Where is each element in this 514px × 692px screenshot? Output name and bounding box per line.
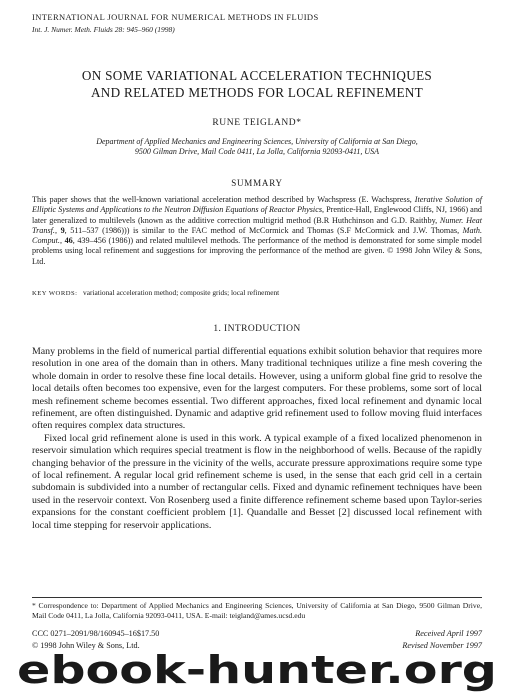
title-line: ON SOME VARIATIONAL ACCELERATION TECHNIQUES xyxy=(81,68,433,83)
author-name: RUNE TEIGLAND* xyxy=(212,118,302,128)
abstract-volume: 9 xyxy=(60,225,65,235)
paper-title xyxy=(20,67,494,101)
affiliation-line: Department of Applied Mechanics and Engineering Sciences, University of California at San Diego, xyxy=(96,137,418,146)
revised-date: Revised November 1997 xyxy=(402,640,482,650)
abstract-segment: , xyxy=(54,225,61,235)
abstract-segment: This paper shows that the well-known variational acceleration method described by Wachspress (E. Wachspress, xyxy=(32,195,415,204)
abstract-text xyxy=(32,195,482,267)
watermark-logo xyxy=(0,650,514,692)
abstract-segment: , Prentice-Hall, Englewood Cliffs, NJ, 1966) and later generalized to multilevels (known as the additive correction multigrid method (B.R Huthchinson and G.D. Raithby, xyxy=(32,205,483,225)
ccc-code: CCC 0271–2091/98/160945–16$17.50 xyxy=(32,629,160,638)
journal-citation: Int. J. Numer. Meth. Fluids 28: 945–960 (1998) xyxy=(32,25,175,34)
abstract-segment: , 511–537 (1986))) is similar to the FAC method of McCormick and Thomas (S.F McCormick and J.W. Thomas, xyxy=(64,225,463,235)
body-paragraph: Fixed local grid refinement alone is used in this work. A typical example of a fixed localized phenomenon in reservoir simulation which requires special treatment is flow in the neighborhood of wells. Because of the rapidly changing behavior of the pressure in the vicinity of the wells, accurate pressure approximations require some type of local refinement. A regular local grid refinement scheme is used, in the sense that each grid cell in a certain subdomain is subdivided into a number of rectangular cells. Fixed and dynamic refinement techniques have been used in the reservoir context. Von Rosenberg used a finite difference refinement scheme based upon Taylor-series expansions for the constant coefficient problem [1]. Quandalle and Besset [2] discussed local refinement with local time stepping for reservoir applications. xyxy=(32,432,482,531)
abstract-segment: , 439–456 (1986)) and related multilevel methods. The performance of the method is demonstrated for some simple model problems using local refinement and suggestions for improving the performance of the method are given. © 1998 John Wiley & Sons, Ltd. xyxy=(32,236,482,266)
keywords xyxy=(32,288,279,297)
received-dates xyxy=(402,628,482,651)
watermark-text: ebook-hunter.org xyxy=(17,650,497,692)
received-date: Received April 1997 xyxy=(415,629,482,638)
author-affiliation xyxy=(60,137,454,157)
correspondence-footnote: * Correspondence to: Department of Applied Mechanics and Engineering Sciences, University of California at San Diego, 9500 Gilman Drive, Mail Code 0411, La Jolla, California 92093-0411, USA. E-mail: teigland@ames.ucsd.edu xyxy=(32,601,482,620)
body-text xyxy=(32,346,482,532)
abstract-reference-journal: Numer. Heat Transf. xyxy=(32,215,482,235)
copyright-line: © 1998 John Wiley & Sons, Ltd. xyxy=(32,640,140,650)
affiliation-line: 9500 Gilman Drive, Mail Code 0411, La Jolla, California 92093-0411, USA xyxy=(134,147,380,156)
section-heading: 1. INTRODUCTION xyxy=(213,324,301,334)
copyright-block xyxy=(32,628,159,651)
abstract-segment: , xyxy=(59,236,65,246)
footnote-divider xyxy=(32,597,482,598)
keywords-text: variational acceleration method; composite grids; local refinement xyxy=(83,288,280,297)
keywords-label: KEY WORDS: xyxy=(32,290,78,297)
body-paragraph: Many problems in the field of numerical partial differential equations exhibit solution behavior that requires more resolution in one area of the domain than in others. Many traditional techniques utilize a fine mesh covering the whole domain in order to resolve these fine local details. However, using a uniform global fine grid to resolve the local details often becomes too expensive, even for the largest computers. For these problems, some sort of local mesh refinement scheme becomes essential. Two different approaches, fixed local refinement and dynamic local refinement, are often distinguished. Dynamic and adaptive grid refinement used to follow moving fluid interfaces often requires complex data structures. xyxy=(32,346,482,432)
abstract-reference-title: Iterative Solution of Elliptic Systems and Applications to the Neutron Diffusion Equations of Reactor Physics xyxy=(32,195,482,215)
summary-heading: SUMMARY xyxy=(231,178,283,188)
title-line: AND RELATED METHODS FOR LOCAL REFINEMENT xyxy=(90,85,424,100)
abstract-volume: 46 xyxy=(64,236,73,246)
abstract-reference-journal: Math. Comput. xyxy=(32,225,483,246)
journal-name: INTERNATIONAL JOURNAL FOR NUMERICAL METHODS IN FLUIDS xyxy=(32,12,319,22)
